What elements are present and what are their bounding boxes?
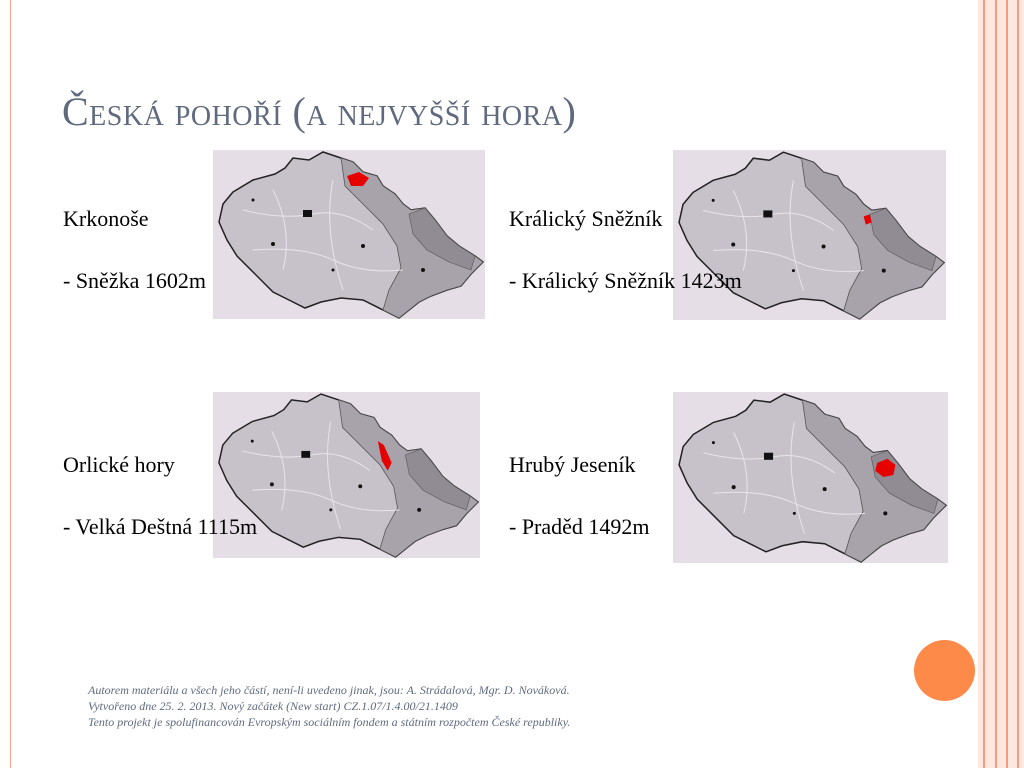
map-image-krkonose: [213, 150, 485, 319]
footer-line: Vytvořeno dne 25. 2. 2013. Nový začátek (New start) CZ.1.07/1.4.00/21.1409: [88, 699, 458, 713]
frame-right-line: [995, 0, 997, 768]
map-czech-republic-icon: [673, 392, 948, 563]
region-peak: - Sněžka 1602m: [63, 268, 206, 293]
map-image-hruby-jesenik: [673, 392, 948, 563]
footer-credits: [88, 682, 888, 730]
region-name: Králický Sněžník: [509, 206, 663, 231]
region-name: Hrubý Jeseník: [509, 452, 636, 477]
region-peak: - Králický Sněžník 1423m: [509, 268, 742, 293]
footer-line: Autorem materiálu a všech jeho částí, není-li uvedeno jinak, jsou: A. Strádalová, Mgr. D. Nováková.: [88, 683, 570, 697]
frame-right-line: [1017, 0, 1019, 768]
frame-right-line: [1006, 0, 1008, 768]
footer-line: Tento projekt je spolufinancován Evropským sociálním fondem a státním rozpočtem České republiky.: [88, 715, 571, 729]
map-czech-republic-icon: [213, 150, 485, 319]
map-czech-republic-icon: [673, 150, 946, 320]
page-title: Česká pohoří (a nejvyšší hora): [62, 89, 577, 134]
frame-right-line: [983, 0, 985, 768]
region-name: Orlické hory: [63, 452, 175, 477]
region-peak: - Praděd 1492m: [509, 514, 650, 539]
region-peak: - Velká Deštná 1115m: [63, 514, 258, 539]
region-name: Krkonoše: [63, 206, 149, 231]
map-image-kralicky-sneznik: [673, 150, 946, 320]
frame-left-line: [10, 0, 11, 768]
decorative-circle: [914, 640, 975, 701]
